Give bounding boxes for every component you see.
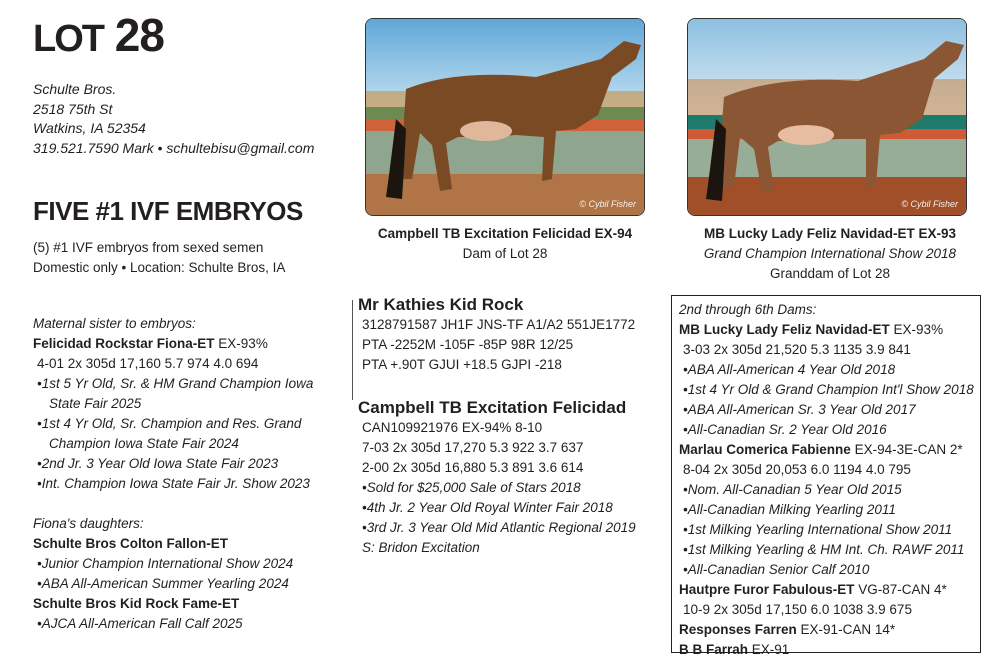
fifth-dam-heading [679,620,974,640]
daughter-1-honor-2: •ABA All-American Summer Yearling 2024 [37,576,289,591]
dam-record-1: 7-03 2x 305d 17,270 5.3 922 3.7 637 [362,440,584,455]
sister-honor-2: •1st 4 Yr Old, Sr. Champion and Res. Grand [37,416,302,431]
second-dam-honor-1: •ABA All-American 4 Year Old 2018 [683,362,896,377]
sister-heading [33,334,313,354]
third-dam-name: Marlau Comerica Fabienne [679,442,851,457]
third-dam-honor-1: •Nom. All-Canadian 5 Year Old 2015 [683,482,902,497]
offering-title: FIVE #1 IVF EMBRYOS [33,196,303,226]
granddam-photo [687,18,967,216]
dam-photo [365,18,645,216]
fifth-dam-name: Responses Farren [679,622,797,637]
second-dam-score: EX-93% [889,322,944,337]
third-dam-honor-4: •1st Milking Yearling & HM Int. Ch. RAWF 2011 [683,542,965,557]
granddam-cow-image [688,19,967,216]
fourth-dam-score: VG-87-CAN 4* [854,582,947,597]
third-dam-honor-5: •All-Canadian Senior Calf 2010 [683,562,870,577]
granddam-caption-role: Granddam of Lot 28 [769,266,891,281]
dam-sire: S: Bridon Excitation [362,540,480,555]
daughter-2-honor-1: •AJCA All-American Fall Calf 2025 [37,616,243,631]
daughters-intro: Fiona's daughters: [33,516,144,531]
granddam-caption-name: MB Lucky Lady Feliz Navidad-ET EX-93 [703,226,957,241]
second-dam-name: MB Lucky Lady Feliz Navidad-ET [679,322,890,337]
third-dam-record: 8-04 2x 305d 20,053 6.0 1194 4.0 795 [683,462,911,477]
fourth-dam-record: 10-9 2x 305d 17,150 6.0 1038 3.9 675 [683,602,912,617]
dam-registration: CAN109921976 EX-94% 8-10 [362,420,543,435]
sire-line-1: 3128791587 JH1F JNS-TF A1/A2 551JE1772 [362,317,636,332]
third-dam-honor-3: •1st Milking Yearling International Show 2011 [683,522,953,537]
second-dam-record: 3-03 2x 305d 21,520 5.3 1135 3.9 841 [683,342,911,357]
maternal-sister-section [33,314,313,494]
dam-honor-2: •4th Jr. 2 Year Old Royal Winter Fair 2018 [362,500,613,515]
granddam-caption-title: Grand Champion International Show 2018 [703,246,957,261]
fourth-dam-name: Hautpre Furor Fabulous-ET [679,582,855,597]
second-dam-honor-2: •1st 4 Yr Old & Grand Champion Int'l Show 2018 [683,382,974,397]
dam-photo-credit: © Cybil Fisher [579,199,636,209]
pedigree-bracket [352,300,353,400]
sister-honor-1: •1st 5 Yr Old, Sr. & HM Grand Champion Iowa [37,376,314,391]
sire-line-3: PTA +.90T GJUI +18.5 GJPI -218 [362,357,562,372]
third-dam-heading [679,440,974,460]
dam-honor-3: •3rd Jr. 3 Year Old Mid Atlantic Regional 2019 [362,520,636,535]
granddam-caption [680,224,980,284]
offering-line-2: Domestic only • Location: Schulte Bros, IA [33,260,286,275]
sister-name: Felicidad Rockstar Fiona-ET [33,336,215,351]
seller-name: Schulte Bros. [33,81,117,97]
dam-section [358,398,636,558]
dam-honor-1: •Sold for $25,000 Sale of Stars 2018 [362,480,581,495]
dam-caption-name: Campbell TB Excitation Felicidad EX-94 [377,226,633,241]
dam-name: Campbell TB Excitation Felicidad [358,398,627,417]
dam-caption-role: Dam of Lot 28 [462,246,548,261]
second-dam-heading [679,320,974,340]
sister-intro: Maternal sister to embryos: [33,316,196,331]
granddam-photo-credit: © Cybil Fisher [901,199,958,209]
sister-record: 4-01 2x 305d 17,160 5.7 974 4.0 694 [37,356,259,371]
fifth-dam-score: EX-91-CAN 14* [796,622,896,637]
daughter-1-name: Schulte Bros Colton Fallon-ET [33,536,228,551]
sire-name: Mr Kathies Kid Rock [358,295,524,314]
dam-caption [365,224,645,264]
dams-box [671,295,981,657]
seller-contact: 319.521.7590 Mark • schultebisu@gmail.com [33,139,315,156]
lot-number [33,9,164,61]
offering-details [33,238,285,278]
sister-honor-4: •Int. Champion Iowa State Fair Jr. Show 2023 [37,476,310,491]
dam-cow-image [366,19,645,216]
offering-line-1: (5) #1 IVF embryos from sexed semen [33,240,264,255]
sister-honor-2-cont: Champion Iowa State Fair 2024 [49,436,239,451]
sixth-dam-heading [679,640,974,660]
third-dam-honor-2: •All-Canadian Milking Yearling 2011 [683,502,896,517]
third-dam-score: EX-94-3E-CAN 2* [850,442,963,457]
sixth-dam-score: EX-91 [748,642,790,657]
lot-word: LOT [33,18,103,60]
seller-address [33,80,314,158]
sire-line-2: PTA -2252M -105F -85P 98R 12/25 [362,337,574,352]
dams-box-content [679,300,974,660]
daughter-2-name: Schulte Bros Kid Rock Fame-ET [33,596,240,611]
daughters-section [33,514,293,634]
dams-box-intro: 2nd through 6th Dams: [679,302,817,317]
second-dam-honor-3: •ABA All-American Sr. 3 Year Old 2017 [683,402,916,417]
sister-honor-1-cont: State Fair 2025 [49,396,142,411]
sire-section [358,295,635,375]
lot-number-value: 28 [114,9,164,61]
seller-street: 2518 75th St [33,100,113,117]
sister-score: EX-93% [214,336,268,351]
fourth-dam-heading [679,580,974,600]
sister-honor-3: •2nd Jr. 3 Year Old Iowa State Fair 2023 [37,456,279,471]
sixth-dam-name: B B Farrah [679,642,749,657]
second-dam-honor-4: •All-Canadian Sr. 2 Year Old 2016 [683,422,887,437]
daughter-1-honor-1: •Junior Champion International Show 2024 [37,556,294,571]
seller-city: Watkins, IA 52354 [33,120,146,136]
dam-record-2: 2-00 2x 305d 16,880 5.3 891 3.6 614 [362,460,584,475]
